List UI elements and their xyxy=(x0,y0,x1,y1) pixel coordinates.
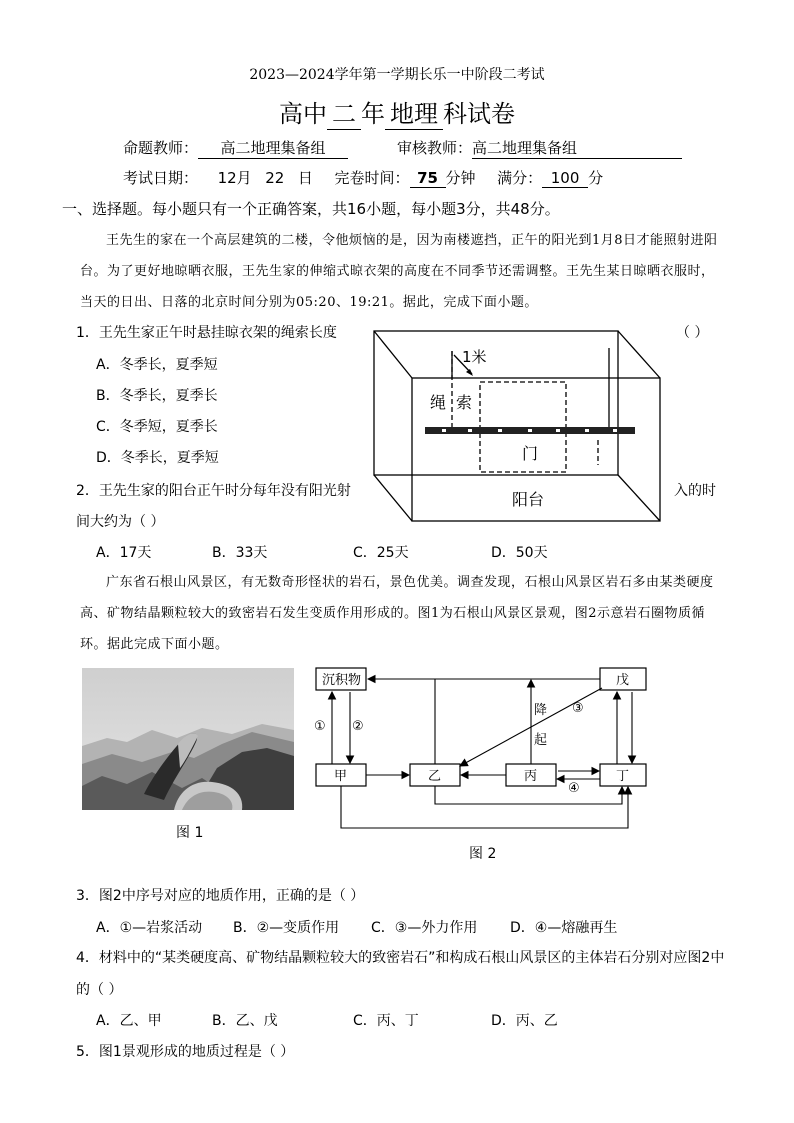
rope-label-1: 绳 xyxy=(430,393,447,412)
meter-label: 1米 xyxy=(462,348,487,366)
q4-option-c[interactable]: C．丙、丁 xyxy=(353,1013,419,1029)
exam-title: 2023—2024学年第一学期长乐一中阶段二考试 xyxy=(249,67,545,83)
node-ding-label: 丁 xyxy=(616,769,630,784)
node-sediment-label: 沉积物 xyxy=(322,673,362,688)
day-unit: 日 xyxy=(297,169,313,187)
q4-stem-b: 的（ ） xyxy=(76,982,123,998)
date-line xyxy=(123,167,603,188)
reviewer-label: 审核教师： xyxy=(397,139,473,157)
paper-suffix: 科试卷 xyxy=(443,100,515,128)
score: 100 xyxy=(542,169,588,188)
q2-option-b[interactable]: B．33天 xyxy=(212,545,268,561)
setter-line xyxy=(123,137,348,159)
q1-option-a[interactable]: A．冬季长，夏季短 xyxy=(96,357,218,373)
q3-option-d[interactable]: D．④—熔融再生 xyxy=(510,920,618,936)
rock-cycle-diagram xyxy=(310,664,670,834)
q1-option-c[interactable]: C．冬季短，夏季长 xyxy=(96,419,218,435)
q4-option-b[interactable]: B．乙、戊 xyxy=(212,1013,278,1029)
label-2: ② xyxy=(352,719,364,734)
door-label: 门 xyxy=(522,444,539,463)
time-unit: 分钟 xyxy=(445,169,476,187)
material-1: 王先生的家在一个高层建筑的二楼，令他烦恼的是，因为南楼遮挡，正午的阳光到1月8日才能照射进阳台。为了更好地晾晒衣服，王先生家的伸缩式晾衣架的高度在不同季节还需调整。王先生某日晾晒衣服时，当天的日出、日落的北京时间分别为05:20、19:21。据此，完成下面小题。 xyxy=(80,233,718,310)
q4-option-a[interactable]: A．乙、甲 xyxy=(96,1013,162,1029)
node-yi-label: 乙 xyxy=(428,769,442,784)
q2-option-a[interactable]: A．17天 xyxy=(96,545,152,561)
q1-option-b[interactable]: B．冬季长，夏季长 xyxy=(96,388,218,404)
q3-stem: 3．图2中序号对应的地质作用，正确的是（ ） xyxy=(76,888,365,904)
q1-stem: 1．王先生家正午时悬挂晾衣架的绳索长度 xyxy=(76,325,337,341)
reviewer: 高二地理集备组 xyxy=(472,137,682,159)
rope-label-2: 索 xyxy=(456,393,473,412)
q3-option-b[interactable]: B．②—变质作用 xyxy=(233,920,340,936)
label-3: ③ xyxy=(572,701,584,716)
subject: 地理 xyxy=(385,94,443,130)
setter-label: 命题教师： xyxy=(123,139,199,157)
score-label: 满分： xyxy=(497,169,543,187)
grade: 二 xyxy=(327,94,361,130)
score-unit: 分 xyxy=(588,169,604,187)
label-1: ① xyxy=(314,719,326,734)
figure2-caption: 图 2 xyxy=(469,846,497,862)
q1-paren: （ ） xyxy=(676,325,709,341)
time-label: 完卷时间： xyxy=(334,169,410,187)
q3-option-a[interactable]: A．①—岩浆活动 xyxy=(96,920,203,936)
year-word: 年 xyxy=(361,100,385,128)
q2-stem-c: 间大约为（ ） xyxy=(76,514,165,530)
figure1-caption: 图 1 xyxy=(176,825,204,841)
node-jia-label: 甲 xyxy=(334,769,348,784)
q2-option-d[interactable]: D．50天 xyxy=(491,545,548,561)
day: 22 xyxy=(265,169,285,187)
label-4: ④ xyxy=(568,781,580,796)
balcony-back-frame xyxy=(374,331,618,475)
section-heading: 一、选择题。每小题只有一个正确答案，共16小题，每小题3分，共48分。 xyxy=(62,200,560,218)
node-wu-label: 戊 xyxy=(616,673,630,688)
q5-stem: 5．图1景观形成的地质过程是（ ） xyxy=(76,1044,295,1060)
q2-option-c[interactable]: C．25天 xyxy=(353,545,409,561)
paper-prefix: 高中 xyxy=(279,100,327,128)
q4-option-d[interactable]: D．丙、乙 xyxy=(491,1013,558,1029)
month: 12 xyxy=(217,169,237,187)
paper-title xyxy=(0,94,794,130)
date-label: 考试日期： xyxy=(123,169,199,187)
q2-stem-b: 入的时 xyxy=(674,483,716,499)
uplift-label-2: 起 xyxy=(534,733,548,748)
landscape-photo xyxy=(82,668,294,810)
q3-option-c[interactable]: C．③—外力作用 xyxy=(371,920,478,936)
node-bing-label: 丙 xyxy=(524,769,538,784)
material-2: 广东省石根山风景区，有无数奇形怪状的岩石，景色优美。调查发现，石根山风景区岩石多由某类硬度高、矿物结晶颗粒较大的致密岩石发生变质作用形成的。图1为石根山风景区景观，图2示意岩石圈物质循环。据此完成下面小题。 xyxy=(80,575,714,652)
time: 75 xyxy=(410,169,446,188)
uplift-label-1: 降 xyxy=(534,703,548,718)
q4-stem-a: 4．材料中的“某类硬度高、矿物结晶颗粒较大的致密岩石”和构成石根山风景区的主体岩石分别对应图2中 xyxy=(76,950,725,966)
month-unit: 月 xyxy=(236,169,252,187)
balcony-label: 阳台 xyxy=(512,490,545,509)
q1-option-d[interactable]: D．冬季长，夏季短 xyxy=(96,450,219,466)
balcony-figure xyxy=(370,328,665,524)
setter: 高二地理集备组 xyxy=(198,137,348,159)
q2-stem-a: 2．王先生家的阳台正午时分每年没有阳光射 xyxy=(76,483,351,499)
reviewer-line xyxy=(397,137,682,159)
